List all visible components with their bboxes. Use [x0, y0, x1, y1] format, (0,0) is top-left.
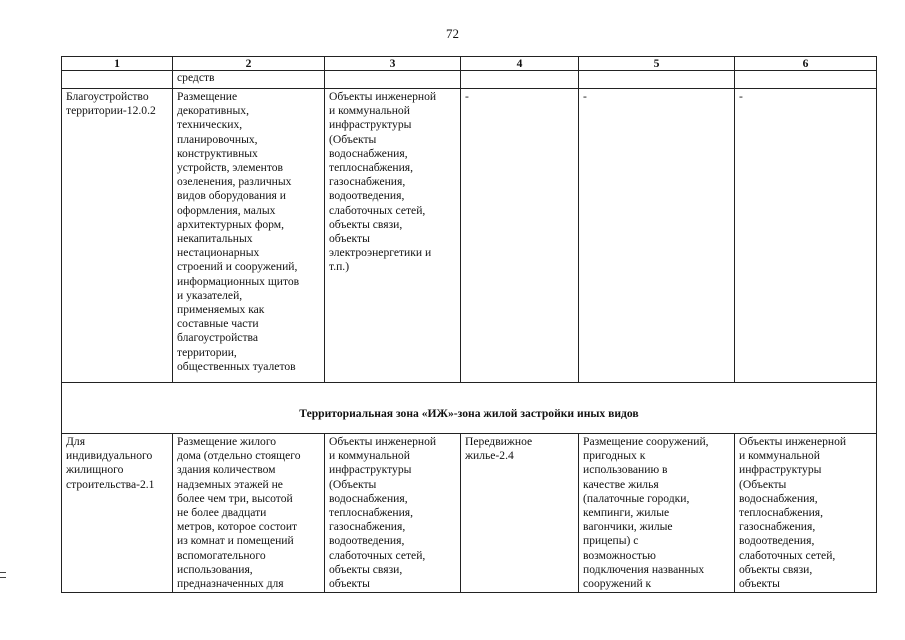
table-row-housing — [62, 434, 877, 593]
zone-title: Территориальная зона «ИЖ»-зона жилой застройки иных видов — [62, 383, 877, 434]
cell: средств — [173, 71, 325, 89]
conditional-auxiliary-cell: - — [735, 89, 877, 383]
page-number: 72 — [446, 26, 459, 41]
column-header-5: 5 — [579, 57, 735, 71]
permitted-use-cell: Благоустройство территории-12.0.2 — [62, 89, 173, 383]
conditional-use-cell: - — [461, 89, 579, 383]
cell — [461, 71, 579, 89]
use-description-cell: Размещение жилого дома (отдельно стоящего здания количеством надземных этажей не более чем три, высотой не более двадцати метров, которое состоит из комнат и помещений вспомогательного использования, предназначенных для — [173, 434, 325, 593]
zoning-table — [61, 56, 877, 593]
scan-edge-mark — [0, 572, 6, 573]
column-header-2: 2 — [173, 57, 325, 71]
cell — [62, 71, 173, 89]
column-header-1: 1 — [62, 57, 173, 71]
column-header-3: 3 — [325, 57, 461, 71]
conditional-auxiliary-cell: Объекты инженерной и коммунальной инфраструктуры (Объекты водоснабжения, теплоснабжения, газоснабжения, водоотведения, слаботочных сетей, объекты связи, объекты — [735, 434, 877, 593]
table-row-landscaping — [62, 89, 877, 383]
zone-title-row — [62, 383, 877, 434]
use-description-cell: Размещение декоративных, технических, планировочных, конструктивных устройств, элементов озеленения, различных видов оборудования и оформления, малых архитектурных форм, некапитальных нестационарных строений и сооружений, информационных щитов и указателей, применяемых как составные части благоустройства территории, общественных туалетов — [173, 89, 325, 383]
auxiliary-objects-cell: Объекты инженерной и коммунальной инфраструктуры (Объекты водоснабжения, теплоснабжения, газоснабжения, водоотведения, слаботочных сетей, объекты связи, объекты электроэнергетики и т.п.) — [325, 89, 461, 383]
table-header-row — [62, 57, 877, 71]
cell — [325, 71, 461, 89]
continuation-row — [62, 71, 877, 89]
cell — [579, 71, 735, 89]
conditional-description-cell: - — [579, 89, 735, 383]
permitted-use-cell: Для индивидуального жилищного строительства-2.1 — [62, 434, 173, 593]
scan-edge-mark — [0, 577, 6, 578]
conditional-description-cell: Размещение сооружений, пригодных к использованию в качестве жилья (палаточные городки, кемпинги, жилые вагончики, жилые прицепы) с возможностью подключения названных сооружений к — [579, 434, 735, 593]
column-header-6: 6 — [735, 57, 877, 71]
conditional-use-cell: Передвижное жилье-2.4 — [461, 434, 579, 593]
auxiliary-objects-cell: Объекты инженерной и коммунальной инфраструктуры (Объекты водоснабжения, теплоснабжения, газоснабжения, водоотведения, слаботочных сетей, объекты связи, объекты — [325, 434, 461, 593]
column-header-4: 4 — [461, 57, 579, 71]
cell — [735, 71, 877, 89]
